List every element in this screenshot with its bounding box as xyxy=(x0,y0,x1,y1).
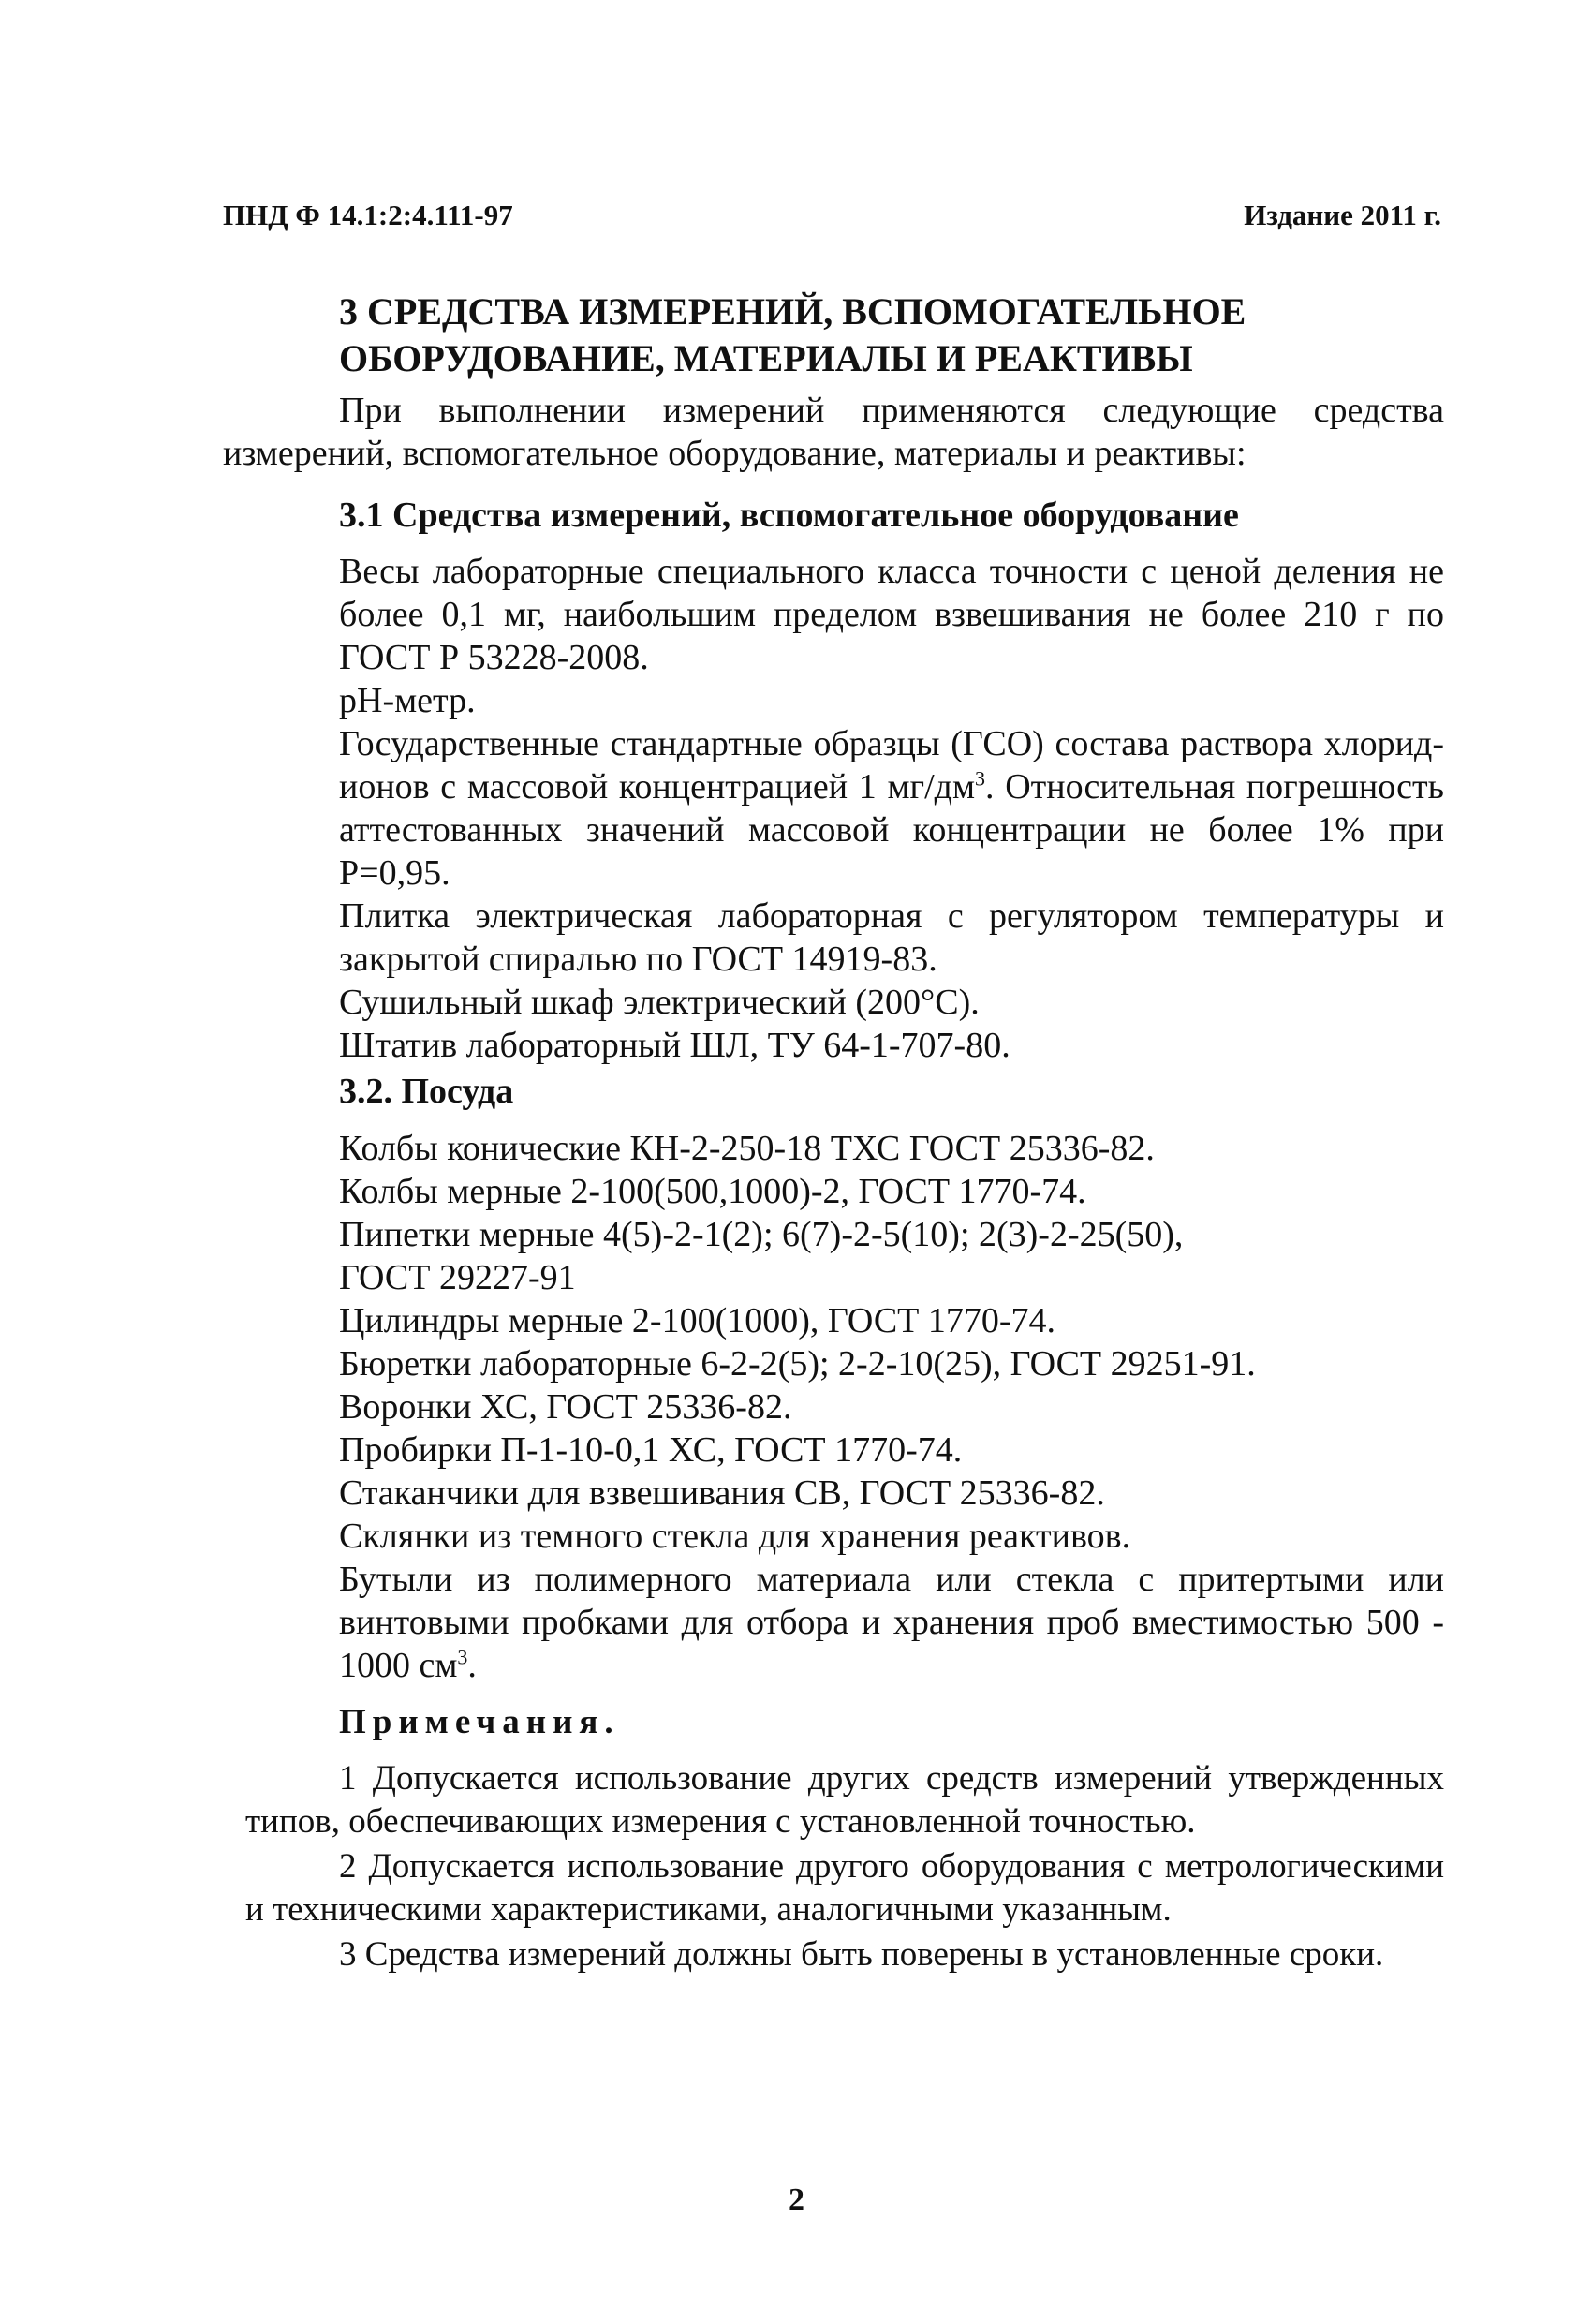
list-item: Воронки ХС, ГОСТ 25336-82. xyxy=(339,1387,792,1427)
note-item: 1 Допускается использование других средств измерений утвержденных типов, обеспечивающих измерения с установленной точностью. xyxy=(245,1759,1444,1841)
list-item: Колбы конические КН-2-250-18 ТХС ГОСТ 25336-82. xyxy=(339,1129,1155,1168)
list-item: Бюретки лабораторные 6-2-2(5); 2-2-10(25), ГОСТ 29251-91. xyxy=(339,1344,1256,1384)
subsection-1-title: 3.1 Средства измерений, вспомогательное оборудование xyxy=(339,496,1239,535)
superscript: 3 xyxy=(457,1645,468,1669)
bottles-text-end: . xyxy=(467,1646,477,1685)
notes-title: Примечания. xyxy=(339,1703,620,1741)
list-item: Цилиндры мерные 2-100(1000), ГОСТ 1770-74. xyxy=(339,1301,1056,1340)
section-title-line-1: 3 СРЕДСТВА ИЗМЕРЕНИЙ, ВСПОМОГАТЕЛЬНОЕ xyxy=(339,290,1246,333)
bottles-text: Бутыли из полимерного материала или стекла с притертыми или винтовыми пробками для отбора и хранения проб вместимостью 500 - 1000 см xyxy=(339,1560,1444,1685)
section-title-line-2: ОБОРУДОВАНИЕ, МАТЕРИАЛЫ И РЕАКТИВЫ xyxy=(339,337,1193,379)
superscript: 3 xyxy=(975,766,986,791)
list-item: Плитка электрическая лабораторная с регулятором температуры и закрытой спиралью по ГОСТ 14919-83. xyxy=(339,896,1444,979)
list-item: Пипетки мерные 4(5)-2-1(2); 6(7)-2-5(10); 2(3)-2-25(50), xyxy=(339,1215,1184,1254)
list-item: ГОСТ 29227-91 xyxy=(339,1258,576,1297)
document-code: ПНД Ф 14.1:2:4.111-97 xyxy=(223,199,513,231)
list-item: Стаканчики для взвешивания СВ, ГОСТ 25336-82. xyxy=(339,1473,1105,1513)
list-item: Весы лабораторные специального класса точности с ценой деления не более 0,1 мг, наибольшим пределом взвешивания не более 210 г по ГОСТ Р 53228-2008. xyxy=(339,552,1444,677)
subsection-1-list xyxy=(339,550,1444,1067)
subsection-2-list xyxy=(339,1127,1444,1687)
section-intro: При выполнении измерений применяются следующие средства измерений, вспомогательное оборудование, материалы и реактивы: xyxy=(223,391,1444,473)
list-item: Штатив лабораторный ШЛ, ТУ 64-1-707-80. xyxy=(339,1026,1010,1065)
list-item: Склянки из темного стекла для хранения реактивов. xyxy=(339,1517,1131,1556)
note-item: 3 Средства измерений должны быть поверены в установленные сроки. xyxy=(339,1935,1384,1974)
edition-label: Издание 2011 г. xyxy=(1244,199,1441,231)
gso-text-end: . Относительная погрешность аттестованных значений массовой концентрации не более 1% при Р=0,95. xyxy=(339,767,1444,893)
section-title xyxy=(339,289,1369,382)
list-item: Колбы мерные 2-100(500,1000)-2, ГОСТ 1770-74. xyxy=(339,1172,1086,1211)
page-number: 2 xyxy=(789,2183,804,2217)
gso-text: Государственные стандартные образцы (ГСО) состава раствора хлорид-ионов с массовой концентрацией 1 мг/дм xyxy=(339,724,1444,807)
note-item: 2 Допускается использование другого оборудования с метрологическими и техническими характеристиками, аналогичными указанным. xyxy=(245,1847,1444,1929)
list-item xyxy=(339,1558,1444,1687)
list-item xyxy=(339,722,1444,895)
list-item: Сушильный шкаф электрический (200°С). xyxy=(339,983,980,1022)
list-item: Пробирки П-1-10-0,1 ХС, ГОСТ 1770-74. xyxy=(339,1430,963,1470)
subsection-2-title: 3.2. Посуда xyxy=(339,1072,514,1111)
list-item: рН-метр. xyxy=(339,681,476,720)
